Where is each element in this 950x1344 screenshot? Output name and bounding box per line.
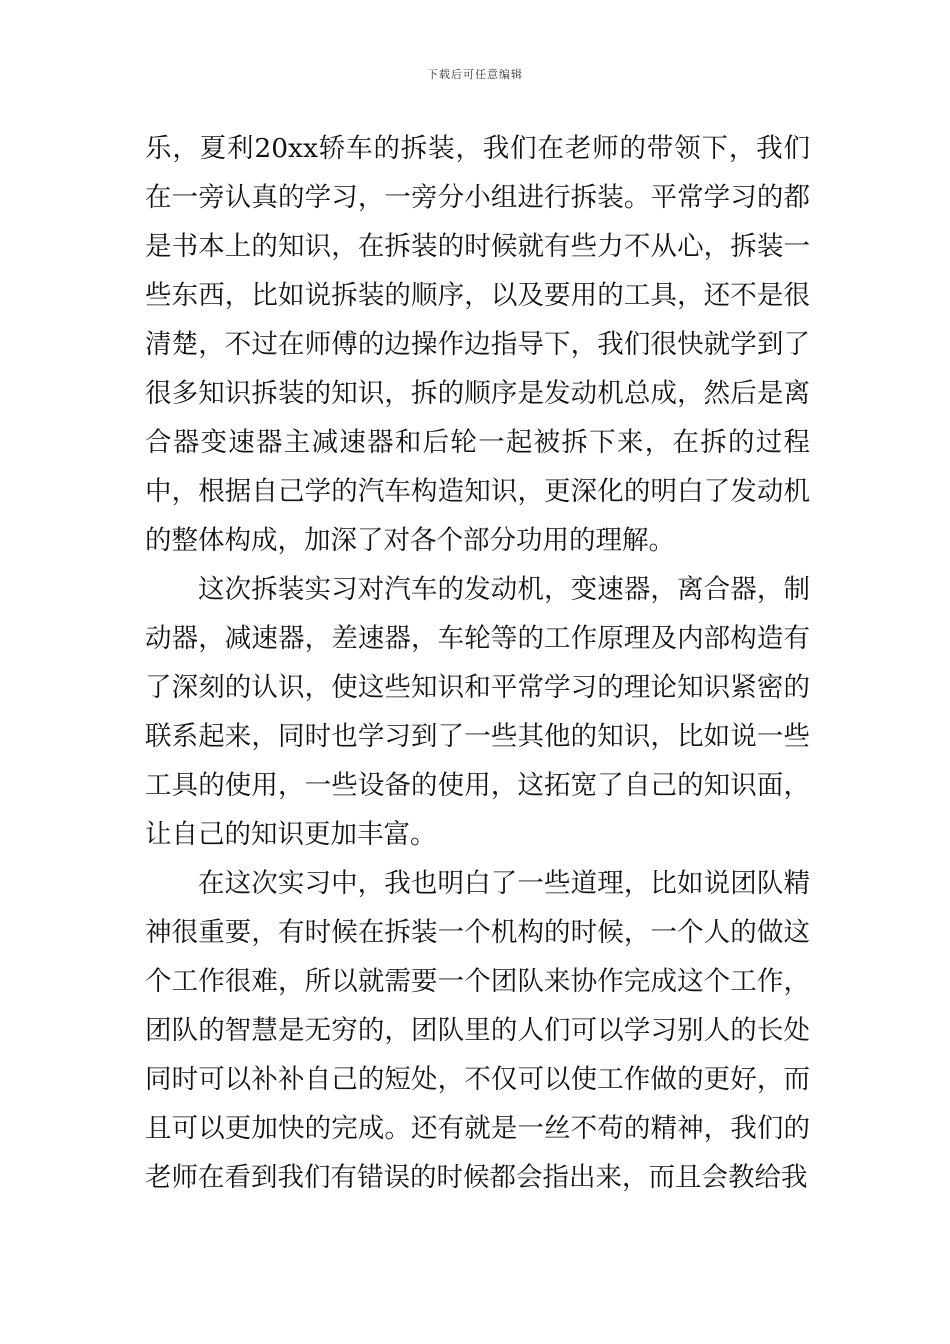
paragraph-1: 乐，夏利20xx轿车的拆装，我们在老师的带领下，我们在一旁认真的学习，一旁分小组进行拆装。平常学习的都是书本上的知识，在拆装的时候就有些力不从心，拆装一些东西，比如说拆装的顺序，以及要用的工具，还不是很清楚，不过在师傅的边操作边指导下，我们很快就学到了很多知识拆装的知识，拆的顺序是发动机总成，然后是离合器变速器主减速器和后轮一起被拆下来，在拆的过程中，根据自己学的汽车构造知识，更深化的明白了发动机的整体构成，加深了对各个部分功用的理解。 bbox=[145, 133, 810, 556]
paragraph-2: 这次拆装实习对汽车的发动机，变速器，离合器，制动器，减速器，差速器，车轮等的工作原理及内部构造有了深刻的认识，使这些知识和平常学习的理论知识紧密的联系起来，同时也学习到了一些其他的知识，比如说一些工具的使用，一些设备的使用，这拓宽了自己的知识面，让自己的知识更加丰富。 bbox=[145, 574, 810, 850]
document-body bbox=[145, 124, 810, 1202]
paragraph-3: 在这次实习中，我也明白了一些道理，比如说团队精神很重要，有时候在拆装一个机构的时候，一个人的做这个工作很难，所以就需要一个团队来协作完成这个工作，团队的智慧是无穷的，团队里的人们可以学习别人的长处同时可以补补自己的短处，不仅可以使工作做的更好，而且可以更加快的完成。还有就是一丝不苟的精神，我们的老师在看到我们有错误的时候都会指出来，而且会教给我 bbox=[145, 868, 810, 1193]
header-note: 下载后可任意编辑 bbox=[427, 68, 523, 81]
